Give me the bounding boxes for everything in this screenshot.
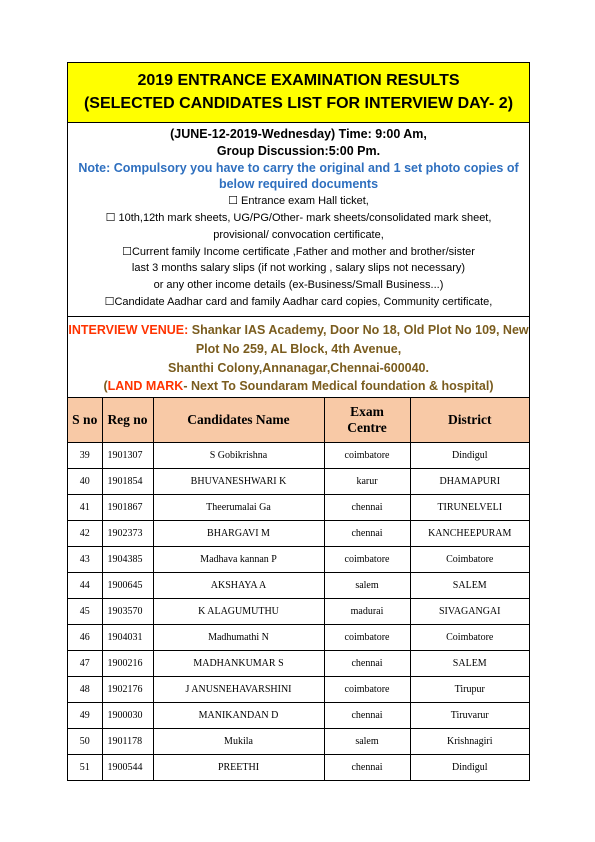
table-row (68, 625, 529, 651)
group-discussion-time: Group Discussion:5:00 Pm. (216, 143, 381, 158)
header-district: District (410, 398, 529, 443)
cell-district: SALEM (410, 651, 529, 677)
cell-exam-centre: salem (324, 573, 410, 599)
document-requirement-item: ☐Current family Income certificate ,Father and mother and brother/sister (122, 245, 475, 258)
cell-district: DHAMAPURI (410, 469, 529, 495)
cell-regno: 1902176 (102, 677, 153, 703)
cell-exam-centre: chennai (324, 495, 410, 521)
cell-sno: 43 (68, 547, 102, 573)
cell-sno: 41 (68, 495, 102, 521)
cell-exam-centre: chennai (324, 651, 410, 677)
cell-district: SIVAGANGAI (410, 599, 529, 625)
venue-address-2: Plot No 259, AL Block, 4th Avenue, (195, 341, 402, 356)
table-body (68, 443, 529, 781)
cell-exam-centre: coimbatore (324, 547, 410, 573)
cell-regno: 1903570 (102, 599, 153, 625)
cell-candidate-name: S Gobikrishna (153, 443, 324, 469)
cell-sno: 40 (68, 469, 102, 495)
cell-district: KANCHEEPURAM (410, 521, 529, 547)
table-row (68, 469, 529, 495)
table-row (68, 599, 529, 625)
cell-exam-centre: coimbatore (324, 677, 410, 703)
cell-exam-centre: chennai (324, 521, 410, 547)
cell-sno: 45 (68, 599, 102, 625)
table-row (68, 651, 529, 677)
header-candidate-name: Candidates Name (153, 398, 324, 443)
table-row (68, 521, 529, 547)
interview-date-time: (JUNE-12-2019-Wednesday) Time: 9:00 Am, (170, 127, 427, 141)
cell-sno: 48 (68, 677, 102, 703)
cell-district: Tirupur (410, 677, 529, 703)
page-subtitle: (SELECTED CANDIDATES LIST FOR INTERVIEW DAY- 2) (83, 95, 514, 112)
cell-candidate-name: MANIKANDAN D (153, 703, 324, 729)
cell-regno: 1901307 (102, 443, 153, 469)
cell-district: Dindigul (410, 443, 529, 469)
cell-regno: 1900216 (102, 651, 153, 677)
venue-line-1 (68, 321, 529, 340)
table-header-row (68, 398, 529, 443)
table-row (68, 443, 529, 469)
table-row (68, 755, 529, 781)
cell-candidate-name: BHUVANESHWARI K (153, 469, 324, 495)
header-exam-centre-line1: Exam (350, 404, 384, 419)
cell-sno: 44 (68, 573, 102, 599)
cell-exam-centre: chennai (324, 755, 410, 781)
cell-sno: 39 (68, 443, 102, 469)
venue-address-3: Shanthi Colony,Annanagar,Chennai-600040. (168, 360, 429, 375)
document-requirement-item: last 3 months salary slips (if not working , salary slips not necessary) (131, 262, 466, 275)
cell-sno: 49 (68, 703, 102, 729)
cell-candidate-name: J ANUSNEHAVARSHINI (153, 677, 324, 703)
title-banner (68, 63, 529, 123)
cell-district: TIRUNELVELI (410, 495, 529, 521)
document-requirement-item: ☐ 10th,12th mark sheets, UG/PG/Other- mark sheets/consolidated mark sheet, (105, 211, 492, 224)
header-exam-centre (324, 398, 410, 443)
cell-exam-centre: karur (324, 469, 410, 495)
venue-address-1: Shankar IAS Academy, Door No 18, Old Plot No 109, New (188, 323, 529, 337)
cell-exam-centre: madurai (324, 599, 410, 625)
note-line-2: below required documents (218, 177, 379, 192)
cell-candidate-name: PREETHI (153, 755, 324, 781)
landmark-line (68, 377, 529, 396)
cell-sno: 47 (68, 651, 102, 677)
cell-regno: 1902373 (102, 521, 153, 547)
cell-regno: 1901867 (102, 495, 153, 521)
cell-candidate-name: BHARGAVI M (153, 521, 324, 547)
results-sheet (67, 62, 530, 781)
instructions-section (68, 123, 529, 317)
document-requirement-item: ☐Candidate Aadhar card and family Aadhar card copies, Community certificate, (104, 295, 493, 308)
landmark-open-paren: ( (103, 379, 108, 394)
cell-exam-centre: chennai (324, 703, 410, 729)
landmark-text: - Next To Soundaram Medical foundation & hospital) (183, 379, 494, 394)
table-row (68, 729, 529, 755)
cell-regno: 1904031 (102, 625, 153, 651)
table-row (68, 677, 529, 703)
cell-regno: 1901178 (102, 729, 153, 755)
cell-exam-centre: coimbatore (324, 443, 410, 469)
cell-district: Tiruvarur (410, 703, 529, 729)
cell-candidate-name: K ALAGUMUTHU (153, 599, 324, 625)
page-title: 2019 ENTRANCE EXAMINATION RESULTS (137, 72, 460, 89)
header-exam-centre-line2: Centre (347, 420, 387, 435)
table-row (68, 573, 529, 599)
cell-district: Krishnagiri (410, 729, 529, 755)
table-row (68, 547, 529, 573)
note-line-1: Note: Compulsory you have to carry the original and 1 set photo copies of (78, 160, 519, 175)
table-row (68, 703, 529, 729)
venue-section (68, 317, 529, 398)
venue-label: INTERVIEW VENUE: (68, 323, 189, 337)
cell-regno: 1900030 (102, 703, 153, 729)
cell-candidate-name: Madhumathi N (153, 625, 324, 651)
cell-candidate-name: Madhava kannan P (153, 547, 324, 573)
document-requirement-item: or any other income details (ex-Business/Small Business...) (153, 279, 444, 292)
cell-district: Coimbatore (410, 625, 529, 651)
cell-candidate-name: AKSHAYA A (153, 573, 324, 599)
cell-candidate-name: Mukila (153, 729, 324, 755)
cell-exam-centre: coimbatore (324, 625, 410, 651)
cell-regno: 1901854 (102, 469, 153, 495)
table-row (68, 495, 529, 521)
cell-candidate-name: Theerumalai Ga (153, 495, 324, 521)
cell-district: Coimbatore (410, 547, 529, 573)
cell-exam-centre: salem (324, 729, 410, 755)
document-requirement-item: provisional/ convocation certificate, (213, 228, 384, 241)
cell-sno: 51 (68, 755, 102, 781)
landmark-label: LAND MARK (107, 379, 184, 394)
document-requirement-item: ☐ Entrance exam Hall ticket, (228, 195, 369, 208)
cell-candidate-name: MADHANKUMAR S (153, 651, 324, 677)
cell-regno: 1900645 (102, 573, 153, 599)
required-documents-list (72, 193, 525, 311)
cell-district: SALEM (410, 573, 529, 599)
header-sno: S no (68, 398, 102, 443)
cell-regno: 1900544 (102, 755, 153, 781)
cell-regno: 1904385 (102, 547, 153, 573)
candidates-table (68, 398, 529, 780)
cell-sno: 46 (68, 625, 102, 651)
header-regno: Reg no (102, 398, 153, 443)
cell-sno: 42 (68, 521, 102, 547)
cell-district: Dindigul (410, 755, 529, 781)
cell-sno: 50 (68, 729, 102, 755)
